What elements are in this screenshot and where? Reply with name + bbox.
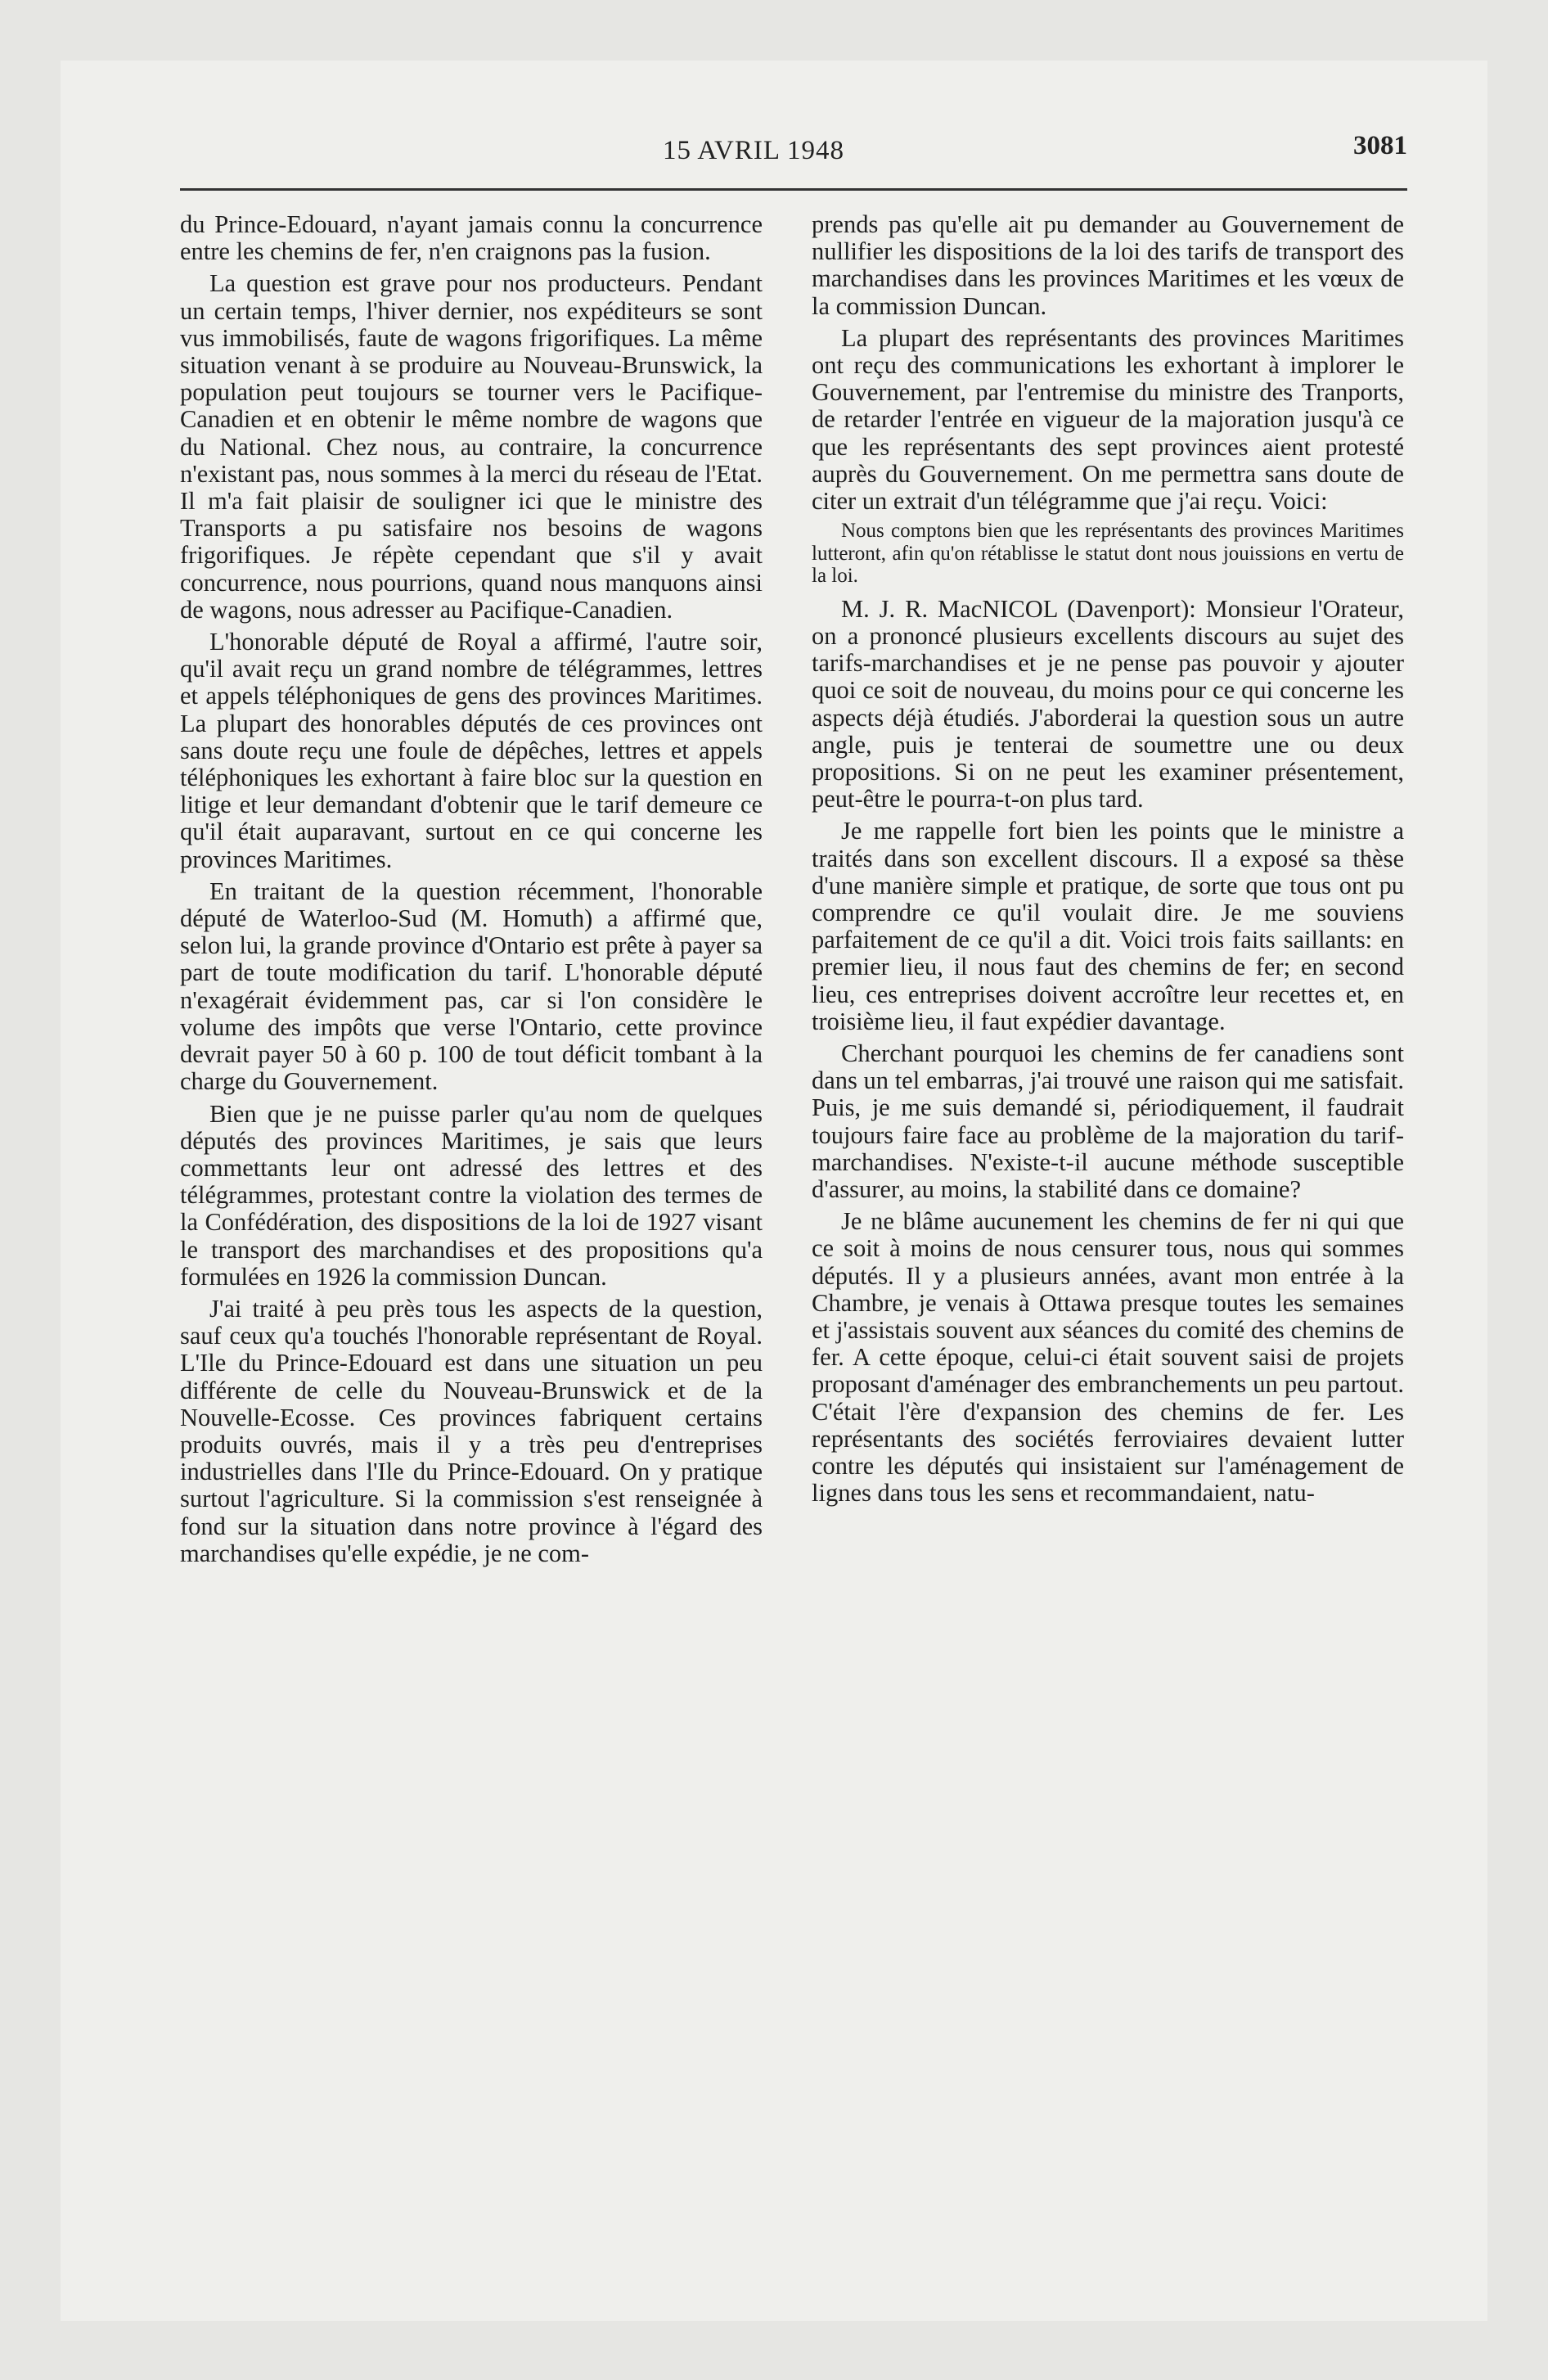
paragraph: La question est grave pour nos producteurs. Pendant un certain temps, l'hiver dernier, nos expéditeurs se sont vus immobilisés, faute de wagons frigorifiques. La même situation venant à se produire au Nouveau-Brunswick, la population peut toujours se tourner vers le Pacifique-Canadien et en obtenir le même nombre de wagons que du National. Chez nous, au contraire, la concurrence n'existant pas, nous sommes à la merci du réseau de l'Etat. Il m'a fait plaisir de souligner ici que le ministre des Transports a pu satisfaire nos besoins de wagons frigorifiques. Je répète cependant que s'il y avait concurrence, nous pourrions, quand nous manquons ainsi de wagons, nous adresser au Pacifique-Canadien. <box>180 269 763 624</box>
page-header <box>180 131 1407 177</box>
paragraph: Bien que je ne puisse parler qu'au nom de quelques députés des provinces Maritimes, je sais que leurs commettants leur ont adressé des lettres et des télégrammes, protestant contre la violation des termes de la Confédération, des dispositions de la loi de 1927 visant le transport des marchandises et des propositions qu'a formulées en 1926 la commission Duncan. <box>180 1099 763 1291</box>
right-column <box>812 211 1404 1512</box>
paragraph: J'ai traité à peu près tous les aspects de la question, sauf ceux qu'a touchés l'honorable représentant de Royal. L'Ile du Prince-Edouard est dans une situation un peu différente de celle du Nouveau-Brunswick et de la Nouvelle-Ecosse. Ces provinces fabriquent certains produits ouvrés, mais il y a très peu d'entreprises industrielles dans l'Ile du Prince-Edouard. On y pratique surtout l'agriculture. Si la commission s'est renseignée à fond sur la situation dans notre province à l'égard des marchandises qu'elle expédie, je ne com- <box>180 1294 763 1567</box>
header-rule <box>180 188 1407 191</box>
paragraph: Cherchant pourquoi les chemins de fer canadiens sont dans un tel embarras, j'ai trouvé une raison qui me satisfait. Puis, je me suis demandé si, périodiquement, il faudrait toujours faire face au problème de la majoration du tarif-marchandises. N'existe-t-il aucune méthode susceptible d'assurer, au moins, la stabilité dans ce domaine? <box>812 1039 1404 1203</box>
page-number: 3081 <box>1353 131 1407 160</box>
paragraph: du Prince-Edouard, n'ayant jamais connu la concurrence entre les chemins de fer, n'en craignons pas la fusion. <box>180 210 763 266</box>
paragraph: Je ne blâme aucunement les chemins de fer ni qui que ce soit à moins de nous censurer tous, nous qui sommes députés. Il y a plusieurs années, avant mon entrée à la Chambre, je venais à Ottawa presque toutes les semaines et j'assistais souvent aux séances du comité des chemins de fer. A cette époque, celui-ci était souvent saisi de projets proposant d'aménager des embranchements un peu partout. C'était l'ère d'expansion des chemins de fer. Les représentants des sociétés ferroviaires devaient lutter contre les députés qui insistaient sur l'aménagement de lignes dans tous les sens et recommandaient, natu- <box>812 1207 1404 1508</box>
page-date: 15 AVRIL 1948 <box>663 136 845 165</box>
paragraph: En traitant de la question récemment, l'honorable député de Waterloo-Sud (M. Homuth) a affirmé que, selon lui, la grande province d'Ontario est prête à payer sa part de toute modification du tarif. L'honorable député n'exagérait évidemment pas, car si l'on considère le volume des impôts que verse l'Ontario, cette province devrait payer 50 à 60 p. 100 de tout déficit tombant à la charge du Gouvernement. <box>180 877 763 1096</box>
telegram-quote: Nous comptons bien que les représentants des provinces Maritimes lutteront, afin qu'on rétablisse le statut dont nous jouissions en vertu de la loi. <box>812 520 1404 588</box>
paragraph: prends pas qu'elle ait pu demander au Gouvernement de nullifier les dispositions de la loi des tarifs de transport des marchandises dans les provinces Maritimes et les vœux de la commission Duncan. <box>812 210 1404 320</box>
paragraph: La plupart des représentants des provinces Maritimes ont reçu des communications les exhortant à implorer le Gouvernement, par l'entremise du ministre des Tranports, de retarder l'entrée en vigueur de la majoration jusqu'à ce que les représentants des sept provinces aient protesté auprès du Gouvernement. On me permettra sans doute de citer un extrait d'un télégramme que j'ai reçu. Voici: <box>812 323 1404 516</box>
speaker-paragraph: M. J. R. MacNICOL (Davenport): Monsieur l'Orateur, on a prononcé plusieurs excellents discours au sujet des tarifs-marchandises et je ne pense pas pouvoir y ajouter quoi ce soit de nouveau, du moins pour ce qui concerne les aspects déjà étudiés. J'aborderai la question sous un autre angle, puis je tenterai de soumettre une ou deux propositions. Si on ne peut les examiner présentement, peut-être le pourra-t-on plus tard. <box>812 594 1404 814</box>
left-column <box>180 211 763 1572</box>
paragraph: L'honorable député de Royal a affirmé, l'autre soir, qu'il avait reçu un grand nombre de télégrammes, lettres et appels téléphoniques de gens des provinces Maritimes. La plupart des honorables députés de ces provinces ont sans doute reçu une foule de dépêches, lettres et appels téléphoniques les exhortant à faire bloc sur la question en litige et leur demandant d'obtenir que le tarif demeure ce qu'il était auparavant, surtout en ce qui concerne les provinces Maritimes. <box>180 628 763 873</box>
paragraph: Je me rappelle fort bien les points que le ministre a traités dans son excellent discours. Il a exposé sa thèse d'une manière simple et pratique, de sorte que tous ont pu comprendre ce qu'il voulait dire. Je me souviens parfaitement de ce qu'il a dit. Voici trois faits saillants: en premier lieu, il nous faut des chemins de fer; en second lieu, ces entreprises doivent accroître leur recettes et, en troisième lieu, il faut expédier davantage. <box>812 817 1404 1035</box>
